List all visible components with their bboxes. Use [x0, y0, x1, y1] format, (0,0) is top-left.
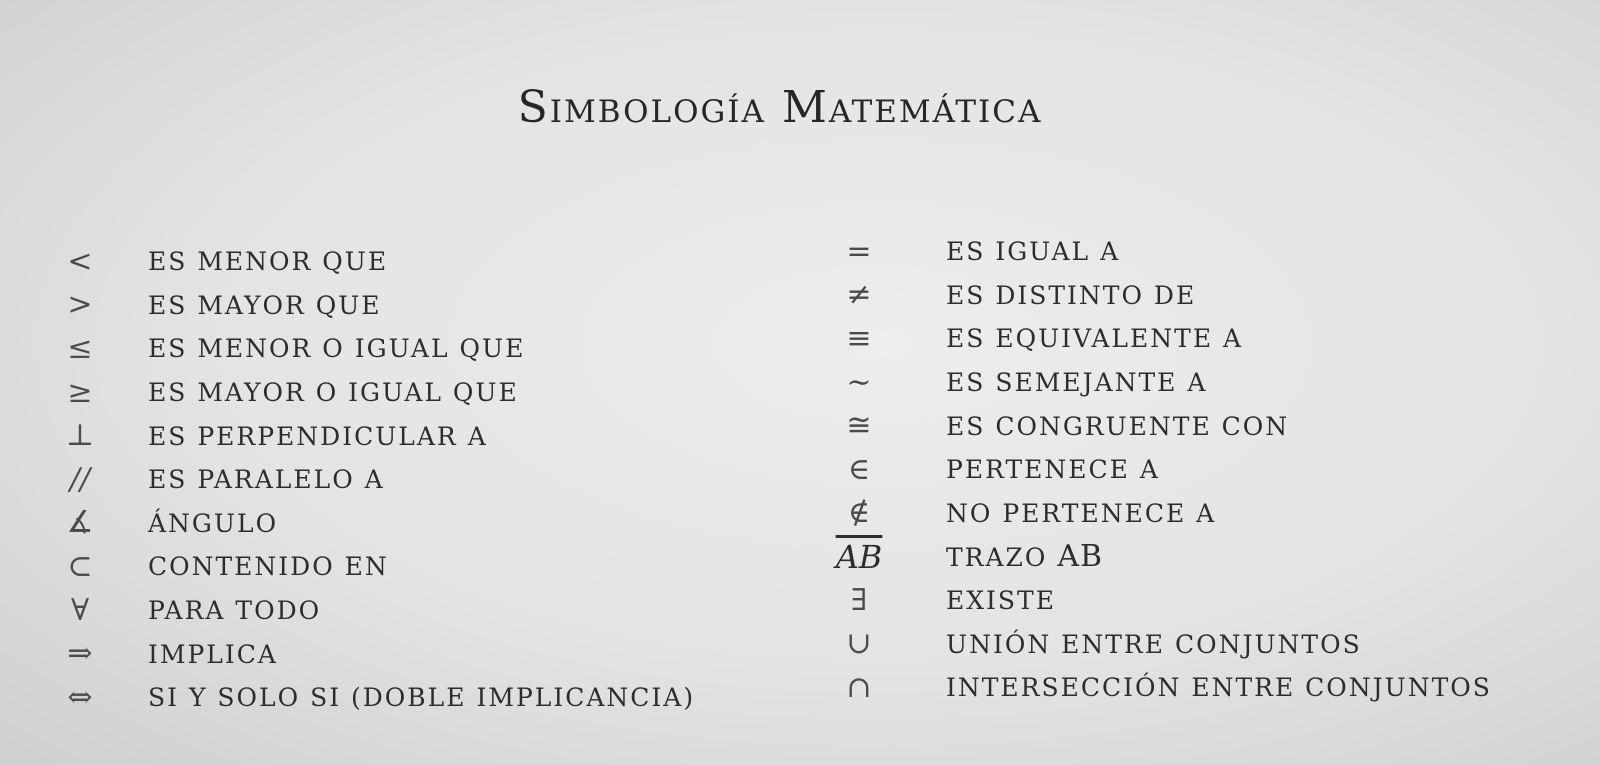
parallel-icon: //	[69, 461, 91, 497]
symbol-row	[40, 414, 800, 458]
symbol-description: ES PARALELO A	[148, 465, 385, 495]
symbol-description: UNIÓN ENTRE CONJUNTOS	[946, 629, 1362, 659]
equivalent-icon: ≡	[846, 320, 872, 356]
symbol-row	[818, 579, 1578, 623]
symbol-description: ES SEMEJANTE A	[946, 368, 1208, 398]
symbol-description: ÁNGULO	[148, 508, 279, 538]
symbol-description: ES MAYOR O IGUAL QUE	[148, 378, 519, 408]
symbol-row	[40, 327, 800, 371]
symbol-row	[40, 284, 800, 328]
symbol-row	[818, 448, 1578, 492]
symbol-description: EXISTE	[946, 586, 1056, 616]
not-element-of-icon: ∉	[847, 495, 871, 531]
less-than-icon: <	[67, 243, 93, 279]
symbol-description: SI Y SOLO SI (DOBLE IMPLICANCIA)	[148, 683, 696, 713]
symbol-description: PERTENECE A	[946, 455, 1160, 485]
segment-description-prefix: TRAZO	[946, 543, 1048, 573]
symbol-description: PARA TODO	[148, 596, 322, 626]
iff-icon: ⇔	[67, 679, 93, 715]
symbol-row	[40, 589, 800, 633]
right-symbol-column	[818, 230, 1578, 710]
similar-icon: ∼	[846, 364, 872, 400]
symbol-description: ES MAYOR QUE	[148, 290, 382, 320]
symbol-description: ES MENOR QUE	[148, 247, 389, 277]
symbol-row	[40, 502, 800, 546]
symbol-description: ES MENOR O IGUAL QUE	[148, 334, 526, 364]
element-of-icon: ∈	[847, 451, 871, 487]
symbol-description: ES IGUAL A	[946, 237, 1121, 267]
not-equal-icon: ≠	[846, 277, 872, 313]
symbol-description: ES PERPENDICULAR A	[148, 421, 488, 451]
symbol-row	[40, 371, 800, 415]
less-or-equal-icon: ≤	[67, 330, 93, 366]
greater-than-icon: >	[67, 287, 93, 323]
page-title: Simbología Matemática	[517, 82, 1043, 133]
symbol-description: ES EQUIVALENTE A	[946, 324, 1244, 354]
symbol-row	[818, 230, 1578, 274]
symbol-row	[40, 545, 800, 589]
symbol-row	[818, 317, 1578, 361]
symbol-description	[946, 539, 1103, 574]
symbol-description: ES CONGRUENTE CON	[946, 411, 1290, 441]
symbol-description: CONTENIDO EN	[148, 552, 389, 582]
segment-description-suffix: AB	[1057, 539, 1104, 575]
symbol-row	[818, 666, 1578, 710]
symbol-description: INTERSECCIÓN ENTRE CONJUNTOS	[946, 673, 1492, 703]
greater-or-equal-icon: ≥	[67, 374, 93, 410]
left-symbol-column	[40, 240, 800, 720]
equals-icon: =	[846, 233, 872, 269]
subset-icon: ⊂	[67, 548, 93, 584]
segment-icon: $\overline{AB}$	[835, 537, 883, 576]
symbol-row	[40, 458, 800, 502]
symbol-row	[818, 404, 1578, 448]
symbol-row	[818, 361, 1578, 405]
symbol-row	[818, 492, 1578, 536]
congruent-icon: ≅	[846, 408, 872, 444]
symbol-row	[40, 240, 800, 284]
for-all-icon: ∀	[70, 592, 90, 628]
angle-icon: ∡	[66, 505, 94, 541]
symbol-row	[40, 632, 800, 676]
symbol-description: IMPLICA	[148, 639, 278, 669]
perpendicular-icon: ⊥	[65, 418, 95, 454]
symbol-description: NO PERTENECE A	[946, 498, 1217, 528]
implies-icon: ⇒	[67, 636, 93, 672]
exists-icon: ∃	[850, 582, 868, 618]
symbol-row	[818, 535, 1578, 579]
symbol-row	[818, 622, 1578, 666]
symbol-row	[818, 274, 1578, 318]
union-icon: ∪	[846, 626, 872, 662]
symbol-description: ES DISTINTO DE	[946, 280, 1197, 310]
intersection-icon: ∩	[846, 669, 872, 705]
symbol-row	[40, 676, 800, 720]
